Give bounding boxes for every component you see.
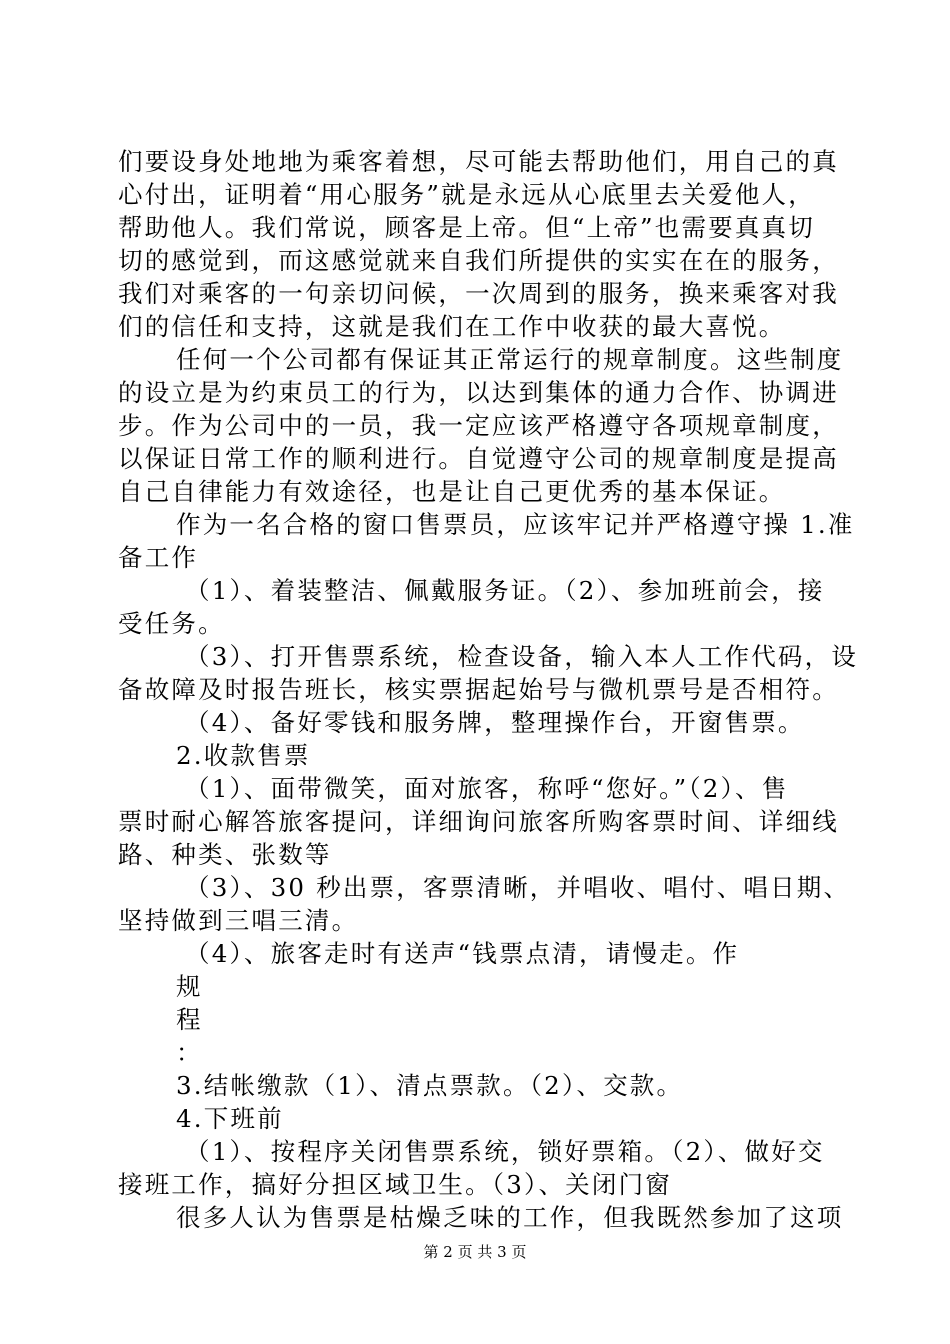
text-line: （3）、30 秒出票，客票清晰，并唱收、唱付、唱日期、 [185,873,851,902]
text-line: 备工作 [118,543,199,572]
text-line: 路、种类、张数等 [118,840,332,869]
text-line: 票时耐心解答旅客提问，详细询问旅客所购客票时间、详细线 [118,807,839,836]
text-line: 任何一个公司都有保证其正常运行的规章制度。这些制度 [176,345,844,374]
text-line: 以保证日常工作的顺利进行。自觉遵守公司的规章制度是提高 [118,444,839,473]
text-line: 的设立是为约束员工的行为，以达到集体的通力合作、协调进 [118,378,839,407]
text-line: 3.结帐缴款（1）、清点票款。（2）、交款。 [176,1071,684,1100]
text-line: 程 [176,1005,203,1034]
text-line: 作为一名合格的窗口售票员，应该牢记并严格遵守操 1.准 [176,510,855,539]
text-line: （3）、打开售票系统，检查设备，输入本人工作代码，设 [185,642,859,671]
text-line: 坚持做到三唱三清。 [118,906,359,935]
text-line: 规 [176,972,203,1001]
text-line: （4）、备好零钱和服务牌，整理操作台，开窗售票。 [185,708,805,737]
text-line: 自己自律能力有效途径，也是让自己更优秀的基本保证。 [118,477,786,506]
text-line: 我们对乘客的一句亲切问候，一次周到的服务，换来乘客对我 [118,279,839,308]
text-line: 切的感觉到，而这感觉就来自我们所提供的实实在在的服务， [118,246,839,275]
text-line: （4）、旅客走时有送声“钱票点清，请慢走。作 [185,939,740,968]
text-line: 帮助他人。我们常说，顾客是上帝。但“上帝”也需要真真切 [118,213,815,242]
text-line: 2.收款售票 [176,741,311,770]
text-line: 心付出，证明着“用心服务”就是永远从心底里去关爱他人， [118,180,815,209]
text-line: ： [176,1038,203,1067]
text-line: 们要设身处地地为乘客着想，尽可能去帮助他们，用自己的真 [118,147,839,176]
text-line: （1）、面带微笑，面对旅客，称呼“您好。”（2）、售 [185,774,789,803]
text-line: （1）、按程序关闭售票系统，锁好票箱。（2）、做好交 [185,1137,825,1166]
text-line: 们的信任和支持，这就是我们在工作中收获的最大喜悦。 [118,312,786,341]
page-footer: 第 2 页 共 3 页 [423,1243,527,1261]
text-line: 很多人认为售票是枯燥乏味的工作，但我既然参加了这项 [176,1203,844,1232]
text-line: 步。作为公司中的一员，我一定应该严格遵守各项规章制度， [118,411,839,440]
text-line: 受任务。 [118,609,225,638]
text-line: （1）、着装整洁、佩戴服务证。（2）、参加班前会，接 [185,576,825,605]
text-line: 备故障及时报告班长，核实票据起始号与微机票号是否相符。 [118,675,839,704]
text-line: 4.下班前 [176,1104,284,1133]
text-line: 接班工作，搞好分担区域卫生。（3）、关闭门窗 [118,1170,672,1199]
